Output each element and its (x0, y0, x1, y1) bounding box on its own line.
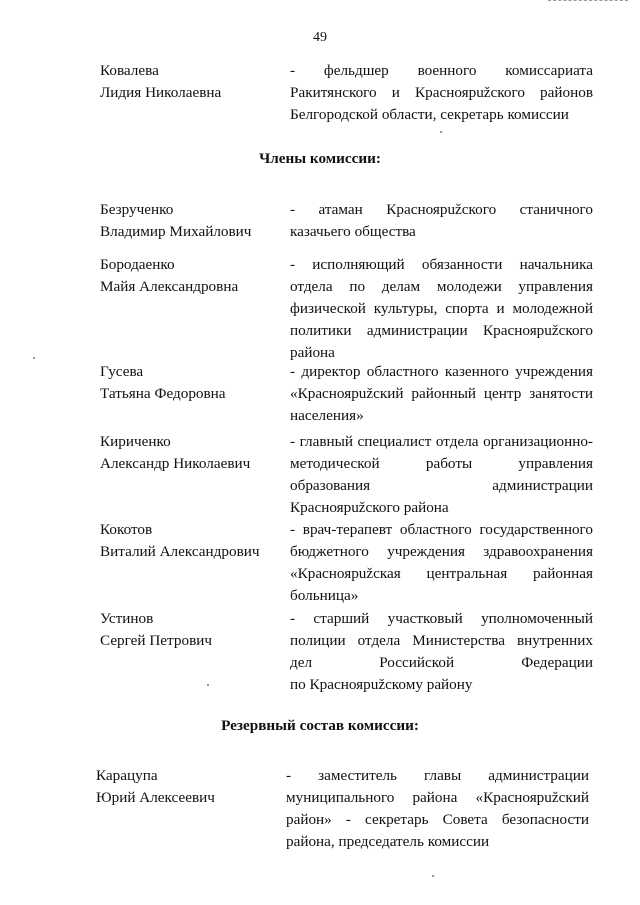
role-line: район» - секретарь Совета безопасности (286, 811, 589, 828)
role-line: Красноярužского района (290, 499, 449, 516)
person-name (100, 361, 275, 405)
person-role (290, 519, 593, 607)
name-line: Владимир Михайлович (100, 223, 252, 240)
name-line: Александр Николаевич (100, 455, 251, 472)
name-line: Юрий Алексеевич (96, 789, 215, 806)
role-line: - директор областного казенного учреждения (290, 363, 593, 380)
person-name (100, 199, 275, 243)
role-line: населения» (290, 407, 364, 424)
person-name (100, 431, 275, 475)
person-role (290, 254, 593, 364)
role-line: политики администрации Красноярužского (290, 322, 593, 339)
name-line: Кокотов (100, 521, 153, 538)
name-line: Бородаенко (100, 256, 175, 273)
role-line: - фельдшер военного комиссариата (290, 62, 593, 79)
role-line: - атаман Красноярužского станичного (290, 201, 593, 218)
person-role (290, 608, 593, 696)
role-line: Ракитянского и Красноярužского районов (290, 84, 593, 101)
person-role (290, 60, 593, 126)
person-role (290, 361, 593, 427)
person-role (290, 431, 593, 519)
page-number: 49 (313, 30, 327, 45)
person-name (100, 519, 275, 563)
role-line: - главный специалист отдела организационно- (290, 433, 593, 450)
person-name (100, 608, 275, 652)
role-line: отдела по делам молодежи управления (290, 278, 593, 295)
name-line: Майя Александровна (100, 278, 239, 295)
members-heading: Члены комиссии: (259, 150, 381, 167)
scan-speck (440, 131, 442, 133)
role-line: района (290, 344, 335, 361)
name-line: Гусева (100, 363, 144, 380)
scan-edge-marks (548, 0, 628, 5)
scan-speck (33, 357, 35, 359)
role-line: - старший участковый уполномоченный (290, 610, 593, 627)
name-line: Татьяна Федоровна (100, 385, 226, 402)
role-line: образования администрации (290, 477, 593, 494)
role-line: «Красноярužский районный центр занятости (290, 385, 593, 402)
role-line: - заместитель главы администрации (286, 767, 589, 784)
role-line: больница» (290, 587, 359, 604)
reserve-heading: Резервный состав комиссии: (221, 717, 419, 734)
role-line: бюджетного учреждения здравоохранения (290, 543, 593, 560)
person-name (100, 60, 275, 104)
name-line: Карацупа (96, 767, 158, 784)
role-line: методической работы управления (290, 455, 593, 472)
role-line: по Красноярužскому району (290, 676, 473, 693)
role-line: «Красноярužская центральная районная (290, 565, 593, 582)
person-name (100, 254, 275, 298)
role-line: района, председатель комиссии (286, 833, 490, 850)
name-line: Ковалева (100, 62, 159, 79)
role-line: полиции отдела Министерства внутренних (290, 632, 593, 649)
name-line: Сергей Петрович (100, 632, 213, 649)
name-line: Виталий Александрович (100, 543, 260, 560)
role-line: - исполняющий обязанности начальника (290, 256, 593, 273)
role-line: муниципального района «Красноярužский (286, 789, 589, 806)
name-line: Кириченко (100, 433, 171, 450)
role-line: дел Российской Федерации (290, 654, 593, 671)
role-line: физической культуры, спорта и молодежной (290, 300, 593, 317)
person-name (96, 765, 271, 809)
role-line: - врач-терапевт областного государственного (290, 521, 593, 538)
role-line: Белгородской области, секретарь комиссии (290, 106, 569, 123)
name-line: Безрученко (100, 201, 174, 218)
scan-speck (432, 875, 434, 877)
person-role (286, 765, 589, 853)
person-role (290, 199, 593, 243)
role-line: казачьего общества (290, 223, 416, 240)
scan-speck (207, 684, 209, 686)
name-line: Устинов (100, 610, 154, 627)
name-line: Лидия Николаевна (100, 84, 222, 101)
